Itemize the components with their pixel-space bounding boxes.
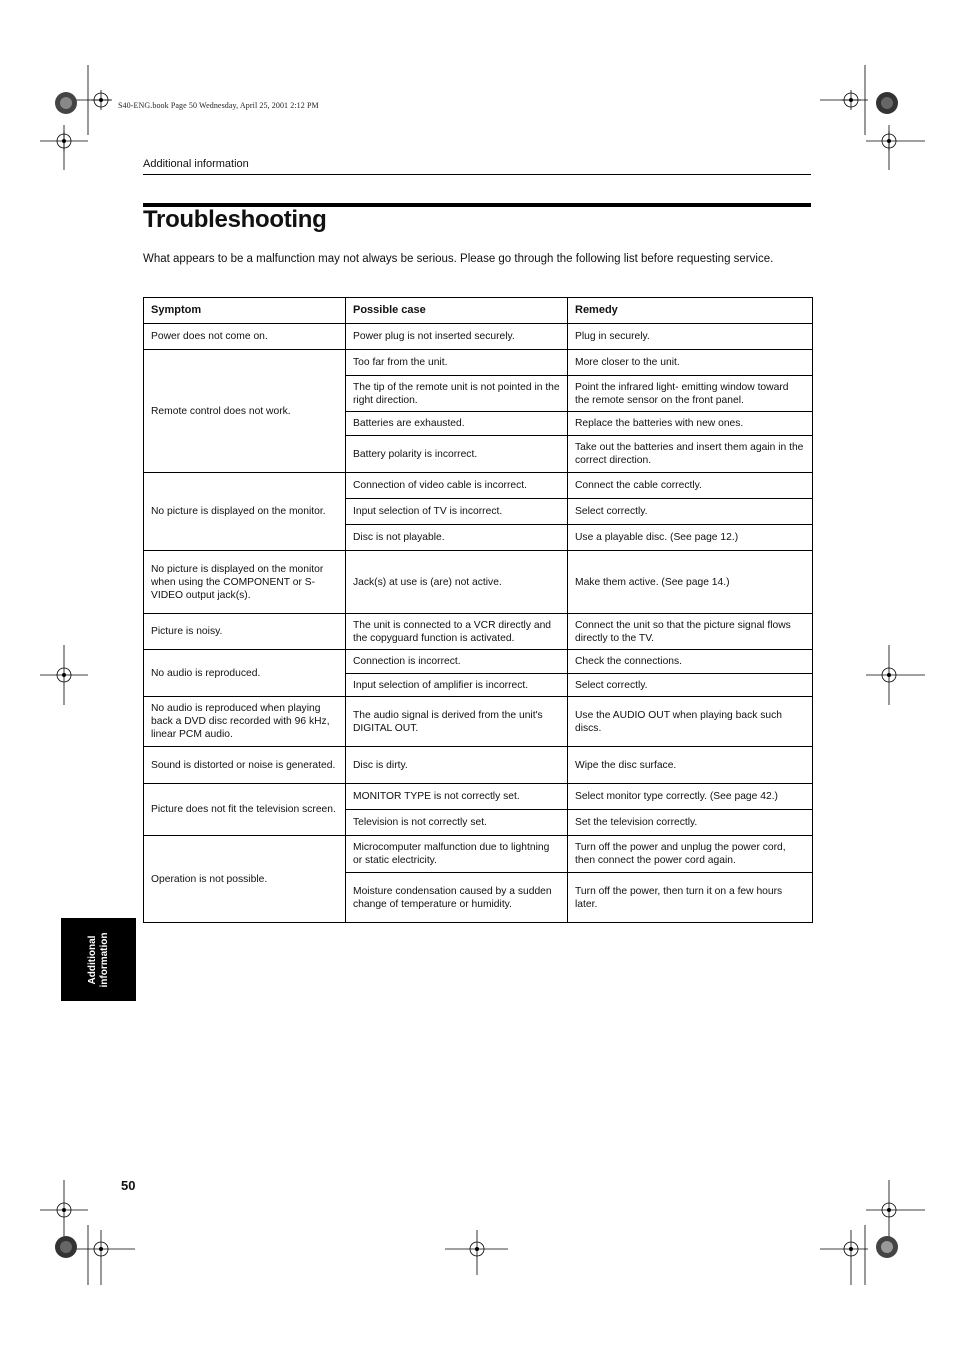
table-row [144, 473, 813, 499]
table-row [144, 784, 813, 810]
remedy-cell: Wipe the disc surface. [568, 747, 813, 784]
case-cell: Microcomputer malfunction due to lightning or static electricity. [346, 836, 568, 873]
remedy-cell: Make them active. (See page 14.) [568, 551, 813, 614]
remedy-cell: Set the television correctly. [568, 810, 813, 836]
case-cell: Connection of video cable is incorrect. [346, 473, 568, 499]
case-cell: Power plug is not inserted securely. [346, 324, 568, 350]
remedy-cell: Plug in securely. [568, 324, 813, 350]
table-row [144, 650, 813, 674]
case-cell: Input selection of amplifier is incorrect. [346, 674, 568, 697]
symptom-cell: No audio is reproduced when playing back a DVD disc recorded with 96 kHz, linear PCM audio. [144, 697, 346, 747]
header-possible-case: Possible case [346, 298, 568, 324]
remedy-cell: Connect the unit so that the picture signal flows directly to the TV. [568, 614, 813, 650]
symptom-cell: No audio is reproduced. [144, 650, 346, 697]
symptom-cell: No picture is displayed on the monitor. [144, 473, 346, 551]
case-cell: Jack(s) at use is (are) not active. [346, 551, 568, 614]
remedy-cell: Point the infrared light- emitting window toward the remote sensor on the front panel. [568, 376, 813, 412]
page-number: 50 [121, 1178, 136, 1193]
remedy-cell: Use a playable disc. (See page 12.) [568, 525, 813, 551]
symptom-cell: No picture is displayed on the monitor when using the COMPONENT or S-VIDEO output jack(s). [144, 551, 346, 614]
side-tab-line-1: Additional [86, 935, 98, 984]
case-cell: Batteries are exhausted. [346, 412, 568, 436]
case-cell: Connection is incorrect. [346, 650, 568, 674]
remedy-cell: Select correctly. [568, 674, 813, 697]
table-row [144, 614, 813, 650]
header-remedy: Remedy [568, 298, 813, 324]
symptom-cell: Picture is noisy. [144, 614, 346, 650]
table-row [144, 551, 813, 614]
case-cell: The unit is connected to a VCR directly and the copyguard function is activated. [346, 614, 568, 650]
remedy-cell: Select monitor type correctly. (See page 42.) [568, 784, 813, 810]
page-title: Troubleshooting [143, 206, 327, 233]
case-cell: Television is not correctly set. [346, 810, 568, 836]
case-cell: Input selection of TV is incorrect. [346, 499, 568, 525]
side-tab-line-2: information [98, 932, 110, 987]
troubleshooting-table [143, 297, 813, 923]
table-header-row [144, 298, 813, 324]
table-row [144, 747, 813, 784]
remedy-cell: Turn off the power and unplug the power cord, then connect the power cord again. [568, 836, 813, 873]
side-tab-label [87, 932, 111, 987]
remedy-cell: Select correctly. [568, 499, 813, 525]
symptom-cell: Remote control does not work. [144, 350, 346, 473]
remedy-cell: Use the AUDIO OUT when playing back such discs. [568, 697, 813, 747]
case-cell: Disc is dirty. [346, 747, 568, 784]
case-cell: Disc is not playable. [346, 525, 568, 551]
symptom-cell: Operation is not possible. [144, 836, 346, 923]
table-row [144, 324, 813, 350]
case-cell: The tip of the remote unit is not pointed in the right direction. [346, 376, 568, 412]
table-row [144, 350, 813, 376]
table-row [144, 697, 813, 747]
header-rule [143, 174, 811, 175]
symptom-cell: Picture does not fit the television screen. [144, 784, 346, 836]
remedy-cell: More closer to the unit. [568, 350, 813, 376]
case-cell: Moisture condensation caused by a sudden change of temperature or humidity. [346, 873, 568, 923]
case-cell: The audio signal is derived from the unit's DIGITAL OUT. [346, 697, 568, 747]
section-label: Additional information [143, 158, 249, 170]
case-cell: MONITOR TYPE is not correctly set. [346, 784, 568, 810]
file-info: S40-ENG.book Page 50 Wednesday, April 25, 2001 2:12 PM [118, 101, 319, 110]
remedy-cell: Connect the cable correctly. [568, 473, 813, 499]
symptom-cell: Sound is distorted or noise is generated. [144, 747, 346, 784]
case-cell: Too far from the unit. [346, 350, 568, 376]
case-cell: Battery polarity is incorrect. [346, 436, 568, 473]
symptom-cell: Power does not come on. [144, 324, 346, 350]
side-tab [61, 918, 136, 1001]
header-symptom: Symptom [144, 298, 346, 324]
remedy-cell: Take out the batteries and insert them again in the correct direction. [568, 436, 813, 473]
remedy-cell: Turn off the power, then turn it on a few hours later. [568, 873, 813, 923]
intro-paragraph: What appears to be a malfunction may not always be serious. Please go through the following list before requesting service. [143, 253, 774, 265]
remedy-cell: Check the connections. [568, 650, 813, 674]
remedy-cell: Replace the batteries with new ones. [568, 412, 813, 436]
table-row [144, 836, 813, 873]
